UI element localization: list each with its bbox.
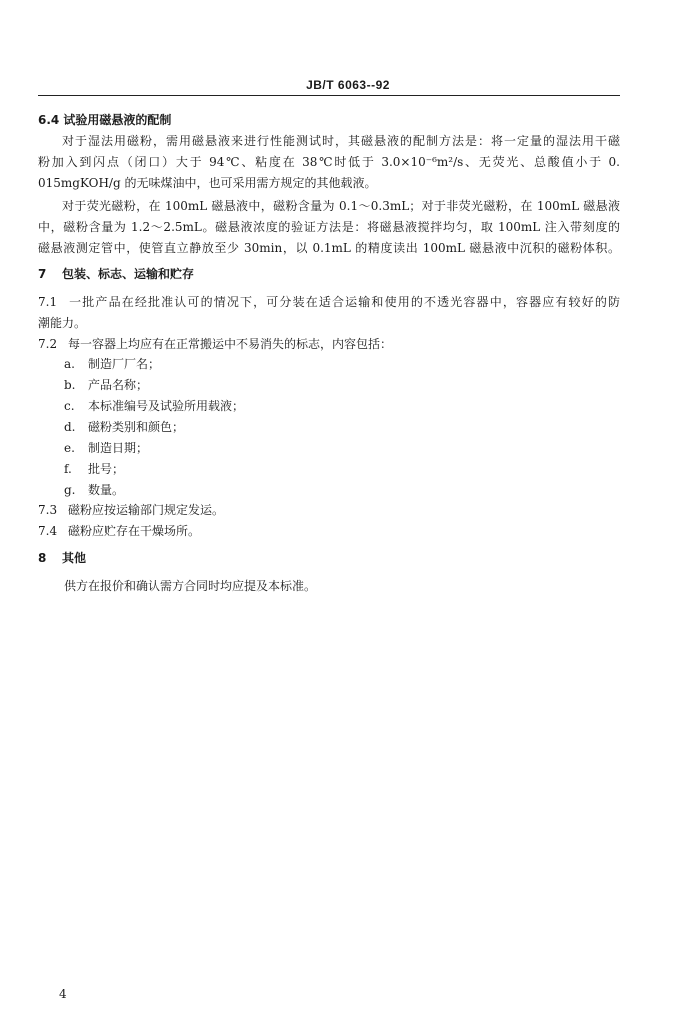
list-item-text: 制造日期； xyxy=(88,441,149,455)
clause-7-4-number: 7.4 xyxy=(38,524,58,538)
list-item xyxy=(64,377,148,393)
s64-p1-line1: 对于湿法用磁粉，需用磁悬液来进行性能测试时，其磁悬液的配制方法是：将一定量的湿法用干磁 xyxy=(62,134,620,148)
list-item-letter: a. xyxy=(64,357,75,371)
section-7-title: 包装、标志、运输和贮存 xyxy=(62,267,195,281)
list-item-letter: c. xyxy=(64,399,75,413)
clause-7-4-text: 磁粉应贮存在干燥场所。 xyxy=(68,524,201,538)
section-8-heading xyxy=(38,550,86,566)
section-7-heading xyxy=(38,266,194,282)
list-item xyxy=(64,419,184,435)
list-item-text: 磁粉类别和颜色； xyxy=(88,420,185,434)
clause-7-1-text: 一批产品在经批准认可的情况下，可分装在适合运输和使用的不透光容器中，容器应有较好的防 xyxy=(68,295,620,309)
list-item xyxy=(64,356,160,372)
list-item-text: 产品名称； xyxy=(88,378,149,392)
s64-p1-line2: 粉加入到闪点（闭口）大于 94℃、粘度在 38℃时低于 3.0×10⁻⁶m²/s、无荧光、总酸值小于 0. xyxy=(38,155,620,169)
page-number: 4 xyxy=(59,987,67,1001)
header-rule xyxy=(38,95,620,96)
section-8-text: 供方在报价和确认需方合同时均应提及本标准。 xyxy=(64,579,317,593)
s64-p2-line1: 对于荧光磁粉，在 100mL 磁悬液中，磁粉含量为 0.1～0.3mL；对于非荧光磁粉，在 100mL 磁悬液 xyxy=(62,199,620,213)
list-item-letter: e. xyxy=(64,441,75,455)
s64-p2-line3: 磁悬液测定管中，使管直立静放至少 30min，以 0.1mL 的精度读出 100mL 磁悬液中沉积的磁粉体积。 xyxy=(38,241,620,255)
list-item-letter: d. xyxy=(64,420,76,434)
clause-7-4 xyxy=(38,523,200,539)
s64-p1-line3: 015mgKOH/g 的无味煤油中，也可采用需方规定的其他载液。 xyxy=(38,176,377,190)
section-8-title: 其他 xyxy=(62,551,87,565)
list-item xyxy=(64,482,124,498)
section-6-4-heading: 6.4 试验用磁悬液的配制 xyxy=(38,113,172,127)
clause-7-2-number: 7.2 xyxy=(38,337,58,351)
section-7-number: 7 xyxy=(38,267,47,281)
list-item xyxy=(64,440,148,456)
list-item xyxy=(64,398,244,414)
list-item-letter: g. xyxy=(64,483,76,497)
document-code-header: JB/T 6063--92 xyxy=(306,78,390,92)
list-item xyxy=(64,461,124,477)
list-item-text: 数量。 xyxy=(88,483,125,497)
clause-7-1-number: 7.1 xyxy=(38,295,58,309)
clause-7-2 xyxy=(38,336,392,352)
list-item-text: 批号； xyxy=(88,462,125,476)
list-item-text: 本标准编号及试验所用载液； xyxy=(88,399,245,413)
list-item-text: 制造厂厂名； xyxy=(88,357,161,371)
section-8-number: 8 xyxy=(38,551,47,565)
list-item-letter: b. xyxy=(64,378,76,392)
clause-7-1-line2: 潮能力。 xyxy=(38,316,87,330)
list-item-letter: f. xyxy=(64,462,72,476)
clause-7-1-line1 xyxy=(38,294,620,310)
clause-7-3 xyxy=(38,502,224,518)
clause-7-3-text: 磁粉应按运输部门规定发运。 xyxy=(68,503,225,517)
s64-p2-line2: 中，磁粉含量为 1.2～2.5mL。磁悬液浓度的验证方法是：将磁悬液搅拌均匀，取 100mL 注入带刻度的 xyxy=(38,220,620,234)
clause-7-3-number: 7.3 xyxy=(38,503,58,517)
clause-7-2-text: 每一容器上均应有在正常搬运中不易消失的标志，内容包括： xyxy=(68,337,393,351)
